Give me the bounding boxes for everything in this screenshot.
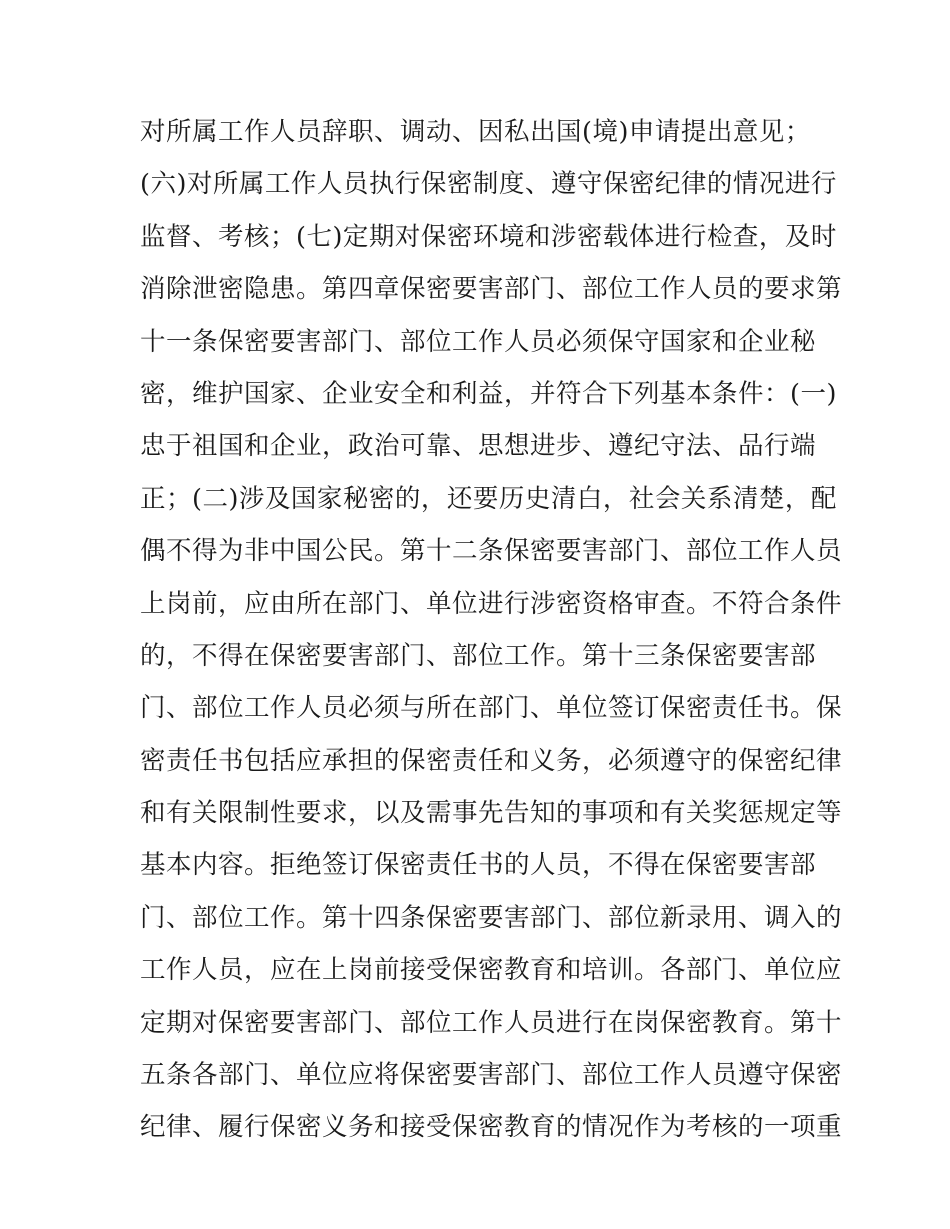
text-line: 门、部位工作人员必须与所在部门、单位签订保密责任书。保: [140, 693, 843, 724]
text-line: 和有关限制性要求，以及需事先告知的事项和有关奖惩规定等: [140, 798, 843, 829]
body-text: [140, 106, 843, 1154]
text-line: 偶不得为非中国公民。第十二条保密要害部门、部位工作人员: [140, 536, 843, 567]
text-line: (六)对所属工作人员执行保密制度、遵守保密纪律的情况进行: [140, 169, 837, 200]
text-line: 消除泄密隐患。第四章保密要害部门、部位工作人员的要求第: [140, 274, 843, 305]
text-line: 对所属工作人员辞职、调动、因私出国(境)申请提出意见；: [140, 117, 811, 147]
text-line: 十一条保密要害部门、部位工作人员必须保守国家和企业秘: [140, 326, 817, 357]
text-line: 门、部位工作。第十四条保密要害部门、部位新录用、调入的: [140, 902, 843, 933]
text-line: 基本内容。拒绝签订保密责任书的人员，不得在保密要害部: [140, 850, 817, 881]
text-line: 工作人员，应在上岗前接受保密教育和培训。各部门、单位应: [140, 955, 843, 986]
text-line: 五条各部门、单位应将保密要害部门、部位工作人员遵守保密: [140, 1060, 843, 1091]
text-line: 忠于祖国和企业，政治可靠、思想进步、遵纪守法、品行端: [140, 431, 817, 462]
text-line: 监督、考核；(七)定期对保密环境和涉密载体进行检查，及时: [140, 221, 837, 252]
text-line: 密，维护国家、企业安全和利益，并符合下列基本条件：(一): [140, 378, 837, 409]
text-line: 密责任书包括应承担的保密责任和义务，必须遵守的保密纪律: [140, 745, 843, 776]
text-line: 纪律、履行保密义务和接受保密教育的情况作为考核的一项重: [140, 1112, 843, 1143]
text-line: 定期对保密要害部门、部位工作人员进行在岗保密教育。第十: [140, 1007, 843, 1038]
text-line: 上岗前，应由所在部门、单位进行涉密资格审查。不符合条件: [140, 588, 843, 619]
text-line: 正；(二)涉及国家秘密的，还要历史清白，社会关系清楚，配: [140, 483, 837, 514]
text-line: 的，不得在保密要害部门、部位工作。第十三条保密要害部: [140, 640, 817, 671]
